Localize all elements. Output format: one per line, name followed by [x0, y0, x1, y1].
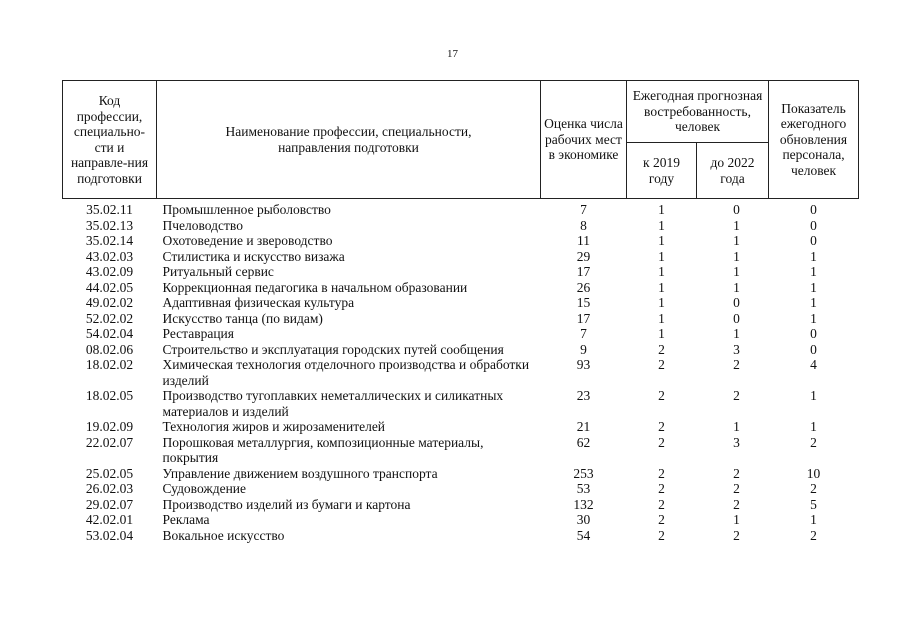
cell-jobs: 17: [576, 264, 591, 279]
cell-2022: 3: [733, 434, 740, 450]
header-by-2019: к 2019 году: [627, 143, 697, 199]
cell-code: 49.02.02: [85, 295, 134, 310]
cell-renewal: 1: [810, 512, 817, 527]
cell-code: 52.02.02: [85, 310, 134, 326]
cell-code: 26.02.03: [85, 481, 134, 496]
cell-jobs: 17: [576, 310, 591, 326]
cell-jobs: 9: [580, 341, 587, 357]
cell-2019: 2: [658, 419, 665, 434]
cell-renewal: 10: [806, 465, 821, 481]
table-row: [63, 295, 859, 311]
cell-2019: 1: [658, 248, 665, 264]
professions-table: [62, 80, 859, 543]
cell-name: Адаптивная физическая культура: [162, 295, 355, 310]
cell-jobs: 30: [576, 512, 591, 527]
cell-2019: 1: [658, 264, 665, 279]
cell-2022: 2: [733, 465, 740, 481]
cell-2019: 2: [658, 465, 665, 481]
cell-renewal: 1: [810, 388, 817, 403]
cell-name: Пчеловодство: [162, 217, 243, 233]
cell-jobs: 93: [576, 357, 591, 372]
cell-code: 29.02.07: [85, 496, 134, 512]
cell-2019: 2: [658, 481, 665, 496]
cell-2019: 2: [658, 388, 665, 403]
cell-2019: 1: [658, 295, 665, 310]
cell-renewal: 2: [810, 434, 817, 450]
cell-name: Ритуальный сервис: [162, 264, 274, 279]
cell-jobs: 26: [576, 279, 591, 295]
table-row: [63, 264, 859, 280]
cell-renewal: 0: [810, 233, 817, 248]
table-row: [63, 435, 859, 466]
cell-2022: 0: [733, 202, 740, 217]
table-row: [63, 326, 859, 342]
cell-2022: 2: [733, 496, 740, 512]
cell-name: Искусство танца (по видам): [162, 310, 323, 326]
cell-code: 53.02.04: [85, 527, 134, 543]
cell-code: 54.02.04: [85, 326, 134, 341]
cell-2019: 2: [658, 512, 665, 527]
cell-name: Управление движением воздушного транспорта: [162, 465, 438, 481]
table-row: [63, 512, 859, 528]
cell-renewal: 4: [810, 357, 817, 372]
table-row: [63, 419, 859, 435]
cell-2022: 2: [733, 481, 740, 496]
page-number: 17: [447, 48, 458, 60]
cell-2019: 2: [658, 434, 665, 450]
cell-2019: 1: [658, 217, 665, 233]
cell-2022: 0: [733, 310, 740, 326]
cell-renewal: 1: [810, 310, 817, 326]
cell-renewal: 1: [810, 264, 817, 279]
cell-renewal: 1: [810, 419, 817, 434]
table-row: [63, 249, 859, 265]
cell-2019: 2: [658, 341, 665, 357]
cell-name: Производство тугоплавких неметаллических и силикатных материалов и изделий: [162, 388, 504, 419]
cell-renewal: 0: [810, 326, 817, 341]
table-row: [63, 497, 859, 513]
header-name: Наименование профессии, специальности, направления подготовки: [157, 81, 541, 199]
cell-2019: 2: [658, 527, 665, 543]
cell-2022: 1: [733, 512, 740, 527]
cell-renewal: 5: [810, 496, 817, 512]
cell-code: 43.02.09: [85, 264, 134, 279]
cell-name: Порошковая металлургия, композиционные материалы, покрытия: [162, 434, 484, 465]
cell-name: Производство изделий из бумаги и картона: [162, 496, 411, 512]
cell-jobs: 29: [576, 248, 591, 264]
cell-renewal: 1: [810, 248, 817, 264]
cell-code: 22.02.07: [85, 434, 134, 450]
header-code: Код профессии, специально-сти и направле-ния подготовки: [63, 81, 157, 199]
cell-code: 18.02.02: [85, 357, 134, 372]
cell-code: 44.02.05: [85, 279, 134, 295]
cell-jobs: 8: [580, 217, 587, 233]
cell-2019: 2: [658, 357, 665, 372]
cell-code: 35.02.13: [85, 217, 134, 233]
cell-renewal: 0: [810, 217, 817, 233]
cell-name: Вокальное искусство: [162, 527, 285, 543]
cell-code: 42.02.01: [85, 512, 134, 527]
cell-jobs: 21: [576, 419, 591, 434]
cell-jobs: 7: [580, 326, 587, 341]
cell-code: 19.02.09: [85, 419, 134, 434]
cell-2022: 3: [733, 341, 740, 357]
table-row: [63, 280, 859, 296]
cell-2019: 1: [658, 202, 665, 217]
cell-jobs: 15: [576, 295, 591, 310]
table-row: [63, 357, 859, 388]
cell-2019: 2: [658, 496, 665, 512]
cell-2022: 1: [733, 326, 740, 341]
cell-code: 35.02.14: [85, 233, 134, 248]
table-row: [63, 311, 859, 327]
cell-jobs: 132: [573, 496, 594, 512]
cell-renewal: 0: [810, 202, 817, 217]
cell-2022: 2: [733, 527, 740, 543]
cell-jobs: 23: [576, 388, 591, 403]
cell-renewal: 1: [810, 295, 817, 310]
header-by-2022: до 2022 года: [697, 143, 769, 199]
header-jobs: Оценка числа рабочих мест в экономике: [541, 81, 627, 199]
table-row: [63, 199, 859, 218]
table-row: [63, 528, 859, 544]
header-demand-group: Ежегодная прогнозная востребованность, человек: [627, 81, 769, 143]
cell-2022: 0: [733, 295, 740, 310]
cell-code: 35.02.11: [86, 202, 133, 217]
cell-2022: 1: [733, 264, 740, 279]
cell-name: Реклама: [162, 512, 210, 527]
cell-2019: 1: [658, 233, 665, 248]
cell-2019: 1: [658, 279, 665, 295]
cell-code: 18.02.05: [85, 388, 134, 403]
cell-name: Судовождение: [162, 481, 247, 496]
table-row: [63, 218, 859, 234]
cell-jobs: 11: [577, 233, 590, 248]
cell-name: Охотоведение и звероводство: [162, 233, 333, 248]
cell-2022: 1: [733, 279, 740, 295]
table-row: [63, 481, 859, 497]
cell-name: Технология жиров и жирозаменителей: [162, 419, 386, 434]
cell-2022: 2: [733, 388, 740, 403]
cell-2022: 1: [733, 419, 740, 434]
cell-code: 25.02.05: [85, 465, 134, 481]
cell-name: Стилистика и искусство визажа: [162, 248, 345, 264]
cell-jobs: 54: [576, 527, 591, 543]
cell-name: Промышленное рыболовство: [162, 202, 331, 217]
table-body: [63, 199, 859, 544]
cell-jobs: 53: [576, 481, 591, 496]
cell-renewal: 0: [810, 341, 817, 357]
cell-renewal: 2: [810, 527, 817, 543]
table-header: [63, 81, 859, 199]
cell-name: Коррекционная педагогика в начальном образовании: [162, 279, 468, 295]
cell-name: Строительство и эксплуатация городских путей сообщения: [162, 341, 504, 357]
table-row: [63, 342, 859, 358]
cell-jobs: 7: [580, 202, 587, 217]
cell-jobs: 62: [576, 434, 591, 450]
cell-renewal: 2: [810, 481, 817, 496]
cell-2022: 1: [733, 248, 740, 264]
header-renewal: Показатель ежегодного обновления персонала, человек: [769, 81, 859, 199]
cell-2019: 1: [658, 326, 665, 341]
table-row: [63, 388, 859, 419]
table-row: [63, 466, 859, 482]
cell-name: Реставрация: [162, 326, 234, 341]
cell-jobs: 253: [573, 465, 594, 481]
cell-renewal: 1: [810, 279, 817, 295]
cell-name: Химическая технология отделочного производства и обработки изделий: [162, 357, 530, 388]
cell-code: 08.02.06: [85, 341, 134, 357]
table-row: [63, 233, 859, 249]
cell-2019: 1: [658, 310, 665, 326]
cell-2022: 1: [733, 217, 740, 233]
cell-2022: 1: [733, 233, 740, 248]
cell-code: 43.02.03: [85, 248, 134, 264]
cell-2022: 2: [733, 357, 740, 372]
